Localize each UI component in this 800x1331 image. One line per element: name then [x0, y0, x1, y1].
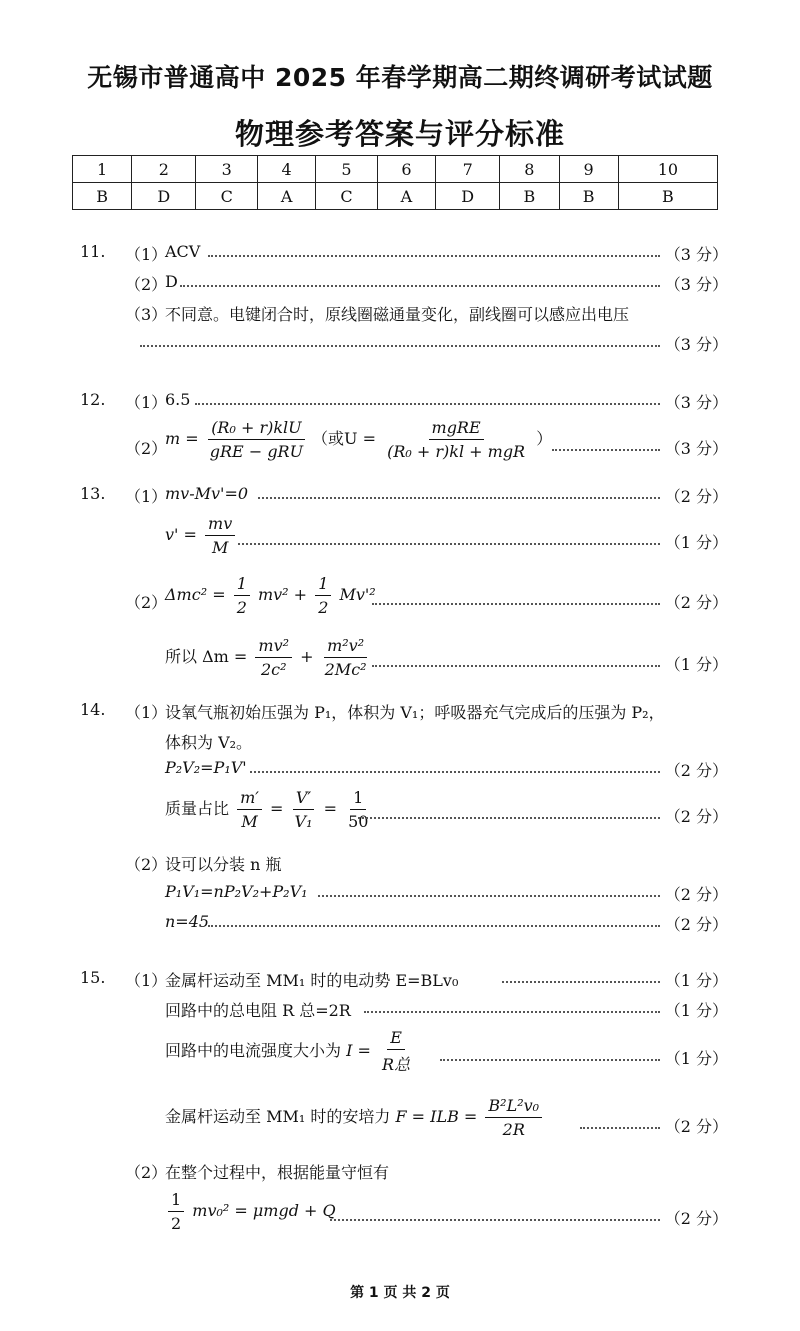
score-mark: （3 分） [664, 245, 728, 264]
formula-lhs: m = [165, 429, 199, 448]
q15-line1 [0, 968, 800, 998]
q14-eq2 [0, 882, 800, 912]
leader-dots [250, 771, 660, 773]
formula-lhs: 所以 Δm = [165, 647, 248, 666]
score-mark: （1 分） [664, 533, 728, 552]
document-subtitle: 物理参考答案与评分标准 [234, 117, 565, 151]
denominator: V₁ [294, 812, 313, 831]
leader-dots [364, 1011, 660, 1013]
part-label: （2） [125, 1163, 168, 1182]
question-number: 13. [80, 484, 106, 503]
paren-close: ） [536, 429, 553, 448]
answer-text: D [165, 272, 178, 291]
leader-dots [330, 1219, 660, 1221]
formula-lhs: Δmc² = [165, 585, 226, 604]
fraction [234, 574, 250, 617]
leader-dots [502, 981, 660, 983]
formula-label: 回路中的电流强度大小为 [165, 1041, 342, 1060]
question-number: 12. [80, 390, 106, 409]
score-mark: （1 分） [664, 971, 728, 990]
q14-eq3 [0, 912, 800, 942]
q14-ratio [0, 788, 800, 842]
q13-v-prime [0, 514, 800, 566]
answer-cell: B [500, 183, 559, 210]
formula-delta-m [165, 636, 373, 679]
denominator: 2R [502, 1120, 525, 1139]
leader-dots [372, 603, 660, 605]
formula-label: 质量占比 [165, 799, 230, 818]
question-number: 4 [257, 156, 315, 183]
q15-line4 [0, 1096, 800, 1152]
question-number: 6 [377, 156, 435, 183]
numerator: 1 [350, 788, 366, 810]
equation: P₂V₂=P₁V' [165, 758, 247, 777]
q11-part3 [0, 302, 800, 332]
fraction [384, 418, 528, 461]
answer-cell: A [377, 183, 435, 210]
formula-force [165, 1096, 545, 1139]
question-number: 14. [80, 700, 106, 719]
score-mark: （2 分） [664, 487, 728, 506]
score-mark: （2 分） [664, 885, 728, 904]
fraction [379, 1028, 413, 1075]
formula-v [165, 514, 238, 557]
question-number: 2 [132, 156, 196, 183]
fraction [207, 418, 306, 461]
q14-part1-line2 [0, 730, 800, 760]
leader-dots [440, 1059, 660, 1061]
denominator: (R₀ + r)kl + mgR [387, 442, 526, 461]
denominator: M [241, 812, 258, 831]
question-number: 15. [80, 968, 106, 987]
formula-term: mv₀² = μmgd + Q [192, 1201, 336, 1220]
q12-part2 [0, 418, 800, 474]
answer-text: 在整个过程中，根据能量守恒有 [165, 1163, 390, 1182]
answer-text: 不同意。电键闭合时，原线圈磁通量变化，副线圈可以感应出电压 [165, 305, 630, 324]
formula-m [165, 418, 309, 461]
formula-energy [165, 574, 376, 617]
leader-dots [208, 255, 660, 257]
q14-part1-line1 [0, 700, 800, 730]
answer-text: 金属杆运动至 MM₁ 时的电动势 E=BLv₀ [165, 971, 459, 990]
fraction [345, 788, 371, 831]
part-label: （1） [125, 393, 168, 412]
answer-text: 设可以分装 n 瓶 [165, 855, 282, 874]
q15-part2 [0, 1160, 800, 1190]
denominator: 2Mc² [324, 660, 367, 679]
question-number: 3 [196, 156, 258, 183]
part-label: （1） [125, 245, 168, 264]
equals-sign: = [270, 799, 284, 818]
answer-cell: D [132, 183, 196, 210]
formula-lhs: F = ILB = [395, 1107, 478, 1126]
leader-dots [258, 497, 660, 499]
answer-table-answer-row [73, 183, 718, 210]
answer-text: 设氧气瓶初始压强为 P₁，体积为 V₁；呼吸器充气完成后的压强为 P₂， [165, 703, 665, 722]
numerator: V′ [293, 788, 314, 810]
denominator: 2 [236, 598, 247, 617]
q11-part3-mark-line [0, 332, 800, 362]
question-number: 8 [500, 156, 559, 183]
answer-text: mv-Mv'=0 [165, 484, 249, 503]
fraction [322, 636, 370, 679]
denominator: gRE − gRU [209, 442, 304, 461]
score-mark: （3 分） [664, 275, 728, 294]
score-mark: （1 分） [664, 1049, 728, 1068]
leader-dots [140, 345, 660, 347]
numerator: mv [205, 514, 235, 536]
answer-cell: C [316, 183, 378, 210]
numerator: m′ [237, 788, 262, 810]
fraction [255, 636, 292, 679]
answer-cell: B [73, 183, 132, 210]
denominator: 2 [318, 598, 329, 617]
answer-cell: C [196, 183, 258, 210]
answer-cell: B [559, 183, 618, 210]
formula-lhs: v' = [165, 525, 197, 544]
numerator: mv² [255, 636, 292, 658]
answer-text: 回路中的总电阻 R 总=2R [165, 1001, 351, 1020]
fraction [168, 1190, 184, 1233]
q15-line2 [0, 998, 800, 1028]
denominator: M [211, 538, 229, 557]
score-mark: （2 分） [664, 761, 728, 780]
denominator: R总 [382, 1055, 411, 1074]
leader-dots [552, 449, 660, 451]
numerator: mgRE [429, 418, 484, 440]
fraction [237, 788, 262, 831]
formula-current [165, 1028, 416, 1075]
numerator: E [387, 1028, 405, 1050]
leader-dots [208, 925, 660, 927]
leader-dots [358, 817, 660, 819]
part-label: （1） [125, 703, 168, 722]
equation: P₁V₁=nP₂V₂+P₂V₁ [165, 882, 308, 901]
question-number: 1 [73, 156, 132, 183]
q14-eq1 [0, 758, 800, 788]
score-mark: （2 分） [664, 593, 728, 612]
equals-sign: = [323, 799, 337, 818]
document-title: 无锡市普通高中 2025 年春学期高二期终调研考试试题 [87, 63, 713, 92]
score-mark: （3 分） [664, 335, 728, 354]
question-number: 9 [559, 156, 618, 183]
leader-dots [318, 895, 660, 897]
question-number: 5 [316, 156, 378, 183]
leader-dots [372, 665, 660, 667]
leader-dots [195, 403, 660, 405]
formula-term: Mv'² [339, 585, 376, 604]
answer-table [72, 155, 718, 210]
score-mark: （1 分） [664, 655, 728, 674]
answer-text: 6.5 [165, 390, 191, 409]
fraction [292, 788, 316, 831]
numerator: 1 [315, 574, 331, 596]
q15-energy [0, 1190, 800, 1244]
formula-energy-conservation [165, 1190, 336, 1233]
question-number: 7 [436, 156, 500, 183]
part-label: （1） [125, 487, 168, 506]
formula-ratio [165, 788, 374, 831]
answer-table-number-row [73, 156, 718, 183]
part-label: （2） [125, 275, 168, 294]
answer-cell: B [618, 183, 717, 210]
formula-lhs: I = [346, 1041, 371, 1060]
leader-dots [180, 285, 660, 287]
denominator: 2c² [260, 660, 287, 679]
numerator: 1 [234, 574, 250, 596]
q14-part2 [0, 852, 800, 882]
answer-cell: A [257, 183, 315, 210]
part-label: （2） [125, 593, 168, 612]
numerator: 1 [168, 1190, 184, 1212]
part-label: （2） [125, 439, 168, 458]
q11-part2 [0, 272, 800, 302]
question-number: 11. [80, 242, 106, 261]
score-mark: （2 分） [664, 807, 728, 826]
leader-dots [580, 1127, 660, 1129]
q13-part1 [0, 484, 800, 514]
part-label: （2） [125, 855, 168, 874]
q15-line3 [0, 1028, 800, 1084]
formula-term: mv² + [257, 585, 308, 604]
plus-sign: + [300, 647, 314, 666]
leader-dots [238, 543, 660, 545]
numerator: (R₀ + r)klU [208, 418, 304, 440]
answer-cell: D [436, 183, 500, 210]
numerator: B²L²v₀ [485, 1096, 542, 1118]
formula-label: 金属杆运动至 MM₁ 时的安培力 [165, 1107, 391, 1126]
q13-so [0, 636, 800, 688]
formula-u [312, 418, 552, 461]
numerator: m²v² [324, 636, 367, 658]
q12-part1 [0, 390, 800, 420]
fraction [315, 574, 331, 617]
answer-text: 体积为 V₂。 [165, 733, 253, 752]
denominator: 50 [348, 812, 369, 831]
score-mark: （1 分） [664, 1001, 728, 1020]
fraction [485, 1096, 542, 1139]
score-mark: （3 分） [664, 439, 728, 458]
score-mark: （2 分） [664, 915, 728, 934]
fraction [205, 514, 235, 557]
q13-part2 [0, 574, 800, 626]
equation: n=45 [165, 912, 210, 931]
score-mark: （2 分） [664, 1117, 728, 1136]
denominator: 2 [171, 1214, 182, 1233]
question-number: 10 [618, 156, 717, 183]
answer-text: ACV [165, 242, 201, 261]
page-footer: 第 1 页 共 2 页 [350, 1285, 450, 1301]
part-label: （3） [125, 305, 168, 324]
q11-part1 [0, 242, 800, 272]
formula-lhs: （或U = [312, 429, 376, 448]
part-label: （1） [125, 971, 168, 990]
score-mark: （2 分） [664, 1209, 728, 1228]
score-mark: （3 分） [664, 393, 728, 412]
